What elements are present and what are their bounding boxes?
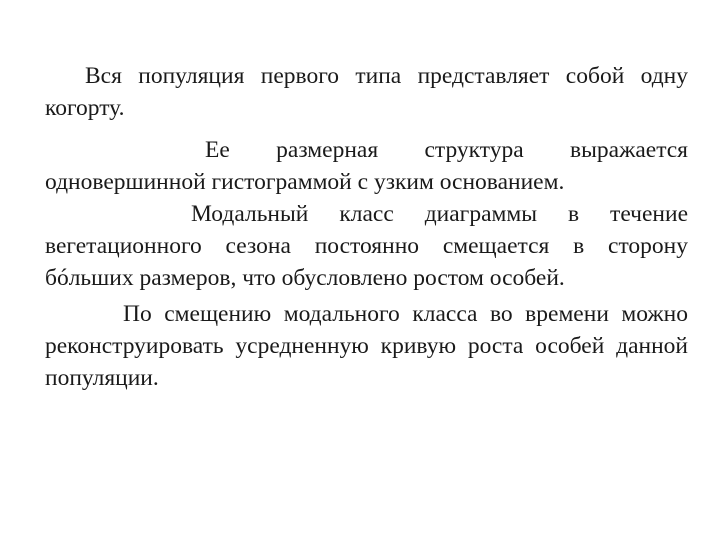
body-text xyxy=(45,60,688,394)
paragraph-growth-curve: По смещению модального класса во времени можно реконструировать усредненную кривую роста особей данной популяции. xyxy=(45,301,688,391)
paragraph-size-structure: Ее размерная структура выражается одновершинной гистограммой с узким основанием. xyxy=(45,137,688,195)
paragraph-cohort: Вся популяция первого типа представляет собой одну когорту. xyxy=(45,63,688,121)
paragraph-modal-class: Модальный класс диаграммы в течение вегетационного сезона постоянно смещается в сторону бóльших размеров, что обусловлено ростом особей. xyxy=(45,201,688,291)
